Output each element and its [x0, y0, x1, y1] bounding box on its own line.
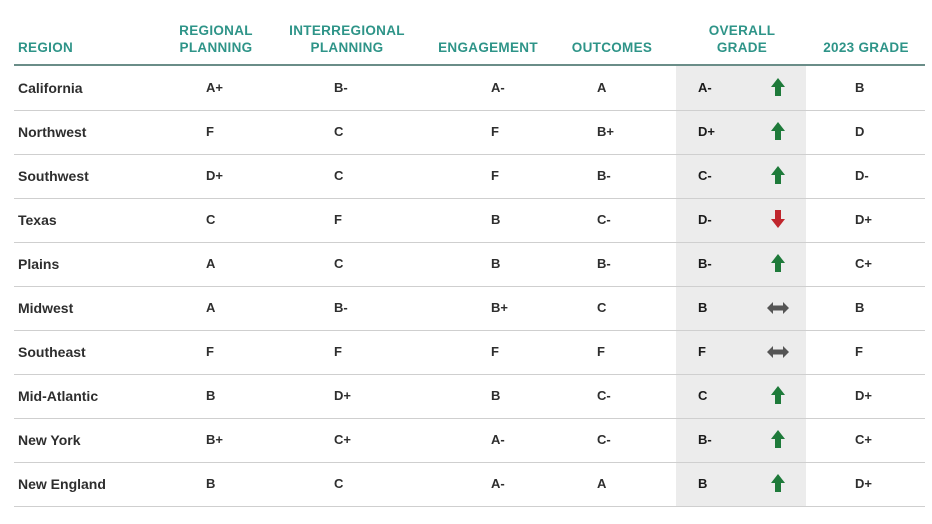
interregional-planning-grade: C+: [334, 432, 351, 447]
engagement-grade: F: [491, 168, 499, 183]
overall-grade: C-: [698, 168, 712, 183]
regional-planning-grade: F: [206, 344, 214, 359]
header-interregional-line2: PLANNING: [310, 40, 384, 55]
overall-grade: F: [698, 344, 706, 359]
overall-grade: A-: [698, 80, 712, 95]
region-name: Northwest: [18, 124, 87, 140]
header-regional-planning: [168, 10, 264, 56]
region-name: New England: [18, 476, 106, 492]
interregional-planning-grade: C: [334, 256, 344, 271]
engagement-grade: B: [491, 212, 501, 227]
up-arrow-icon: [760, 462, 796, 506]
outcomes-grade: B-: [597, 256, 611, 271]
header-engagement: [430, 10, 546, 56]
header-outcomes: [562, 10, 662, 56]
overall-grade: B-: [698, 432, 712, 447]
overall-grade: D-: [698, 212, 712, 227]
regional-planning-grade: B: [206, 388, 216, 403]
engagement-grade: A-: [491, 476, 505, 491]
up-arrow-icon: [760, 66, 796, 110]
up-arrow-icon: [760, 110, 796, 154]
outcomes-grade: C-: [597, 388, 611, 403]
engagement-grade: B: [491, 256, 501, 271]
header-outcomes-label: OUTCOMES: [571, 40, 653, 55]
table-bottom-border: [14, 506, 925, 507]
header-region-label: REGION: [18, 40, 74, 55]
grade-2023: D+: [855, 476, 872, 491]
region-name: Southwest: [18, 168, 89, 184]
header-region: [18, 10, 88, 56]
row-divider: [14, 418, 925, 419]
region-name: New York: [18, 432, 81, 448]
overall-grade: C: [698, 388, 708, 403]
row-divider: [14, 330, 925, 331]
grade-2023: C+: [855, 432, 872, 447]
grade-2023: D+: [855, 212, 872, 227]
outcomes-grade: B-: [597, 168, 611, 183]
outcomes-grade: A: [597, 476, 607, 491]
header-regional-line1: REGIONAL: [179, 23, 253, 38]
row-divider: [14, 286, 925, 287]
up-arrow-icon: [760, 154, 796, 198]
engagement-grade: F: [491, 344, 499, 359]
down-arrow-icon: [760, 198, 796, 242]
header-2023-label: 2023 GRADE: [823, 40, 909, 55]
header-overall-line1: OVERALL: [708, 23, 776, 38]
outcomes-grade: C-: [597, 212, 611, 227]
interregional-planning-grade: B-: [334, 300, 348, 315]
outcomes-grade: C: [597, 300, 607, 315]
grade-2023: C+: [855, 256, 872, 271]
row-divider: [14, 198, 925, 199]
outcomes-grade: A: [597, 80, 607, 95]
interregional-planning-grade: D+: [334, 388, 351, 403]
grade-2023: B: [855, 80, 865, 95]
region-name: Southeast: [18, 344, 86, 360]
interregional-planning-grade: C: [334, 168, 344, 183]
table-row: [0, 66, 932, 110]
table-row: [0, 286, 932, 330]
interregional-planning-grade: F: [334, 344, 342, 359]
regional-planning-grade: F: [206, 124, 214, 139]
row-divider: [14, 110, 925, 111]
header-overall-grade: [690, 10, 794, 56]
row-divider: [14, 242, 925, 243]
engagement-grade: A-: [491, 432, 505, 447]
regional-planning-grade: B+: [206, 432, 223, 447]
table-header: [0, 0, 932, 66]
overall-grade: B: [698, 300, 708, 315]
up-arrow-icon: [760, 418, 796, 462]
overall-grade: B-: [698, 256, 712, 271]
engagement-grade: F: [491, 124, 499, 139]
overall-grade: B: [698, 476, 708, 491]
header-interregional-planning: [282, 10, 412, 56]
interregional-planning-grade: F: [334, 212, 342, 227]
regional-planning-grade: C: [206, 212, 216, 227]
grade-2023: F: [855, 344, 863, 359]
table-row: [0, 462, 932, 506]
outcomes-grade: C-: [597, 432, 611, 447]
no-change-arrow-icon: [760, 330, 796, 374]
table-row: [0, 154, 932, 198]
regional-planning-grade: A+: [206, 80, 223, 95]
outcomes-grade: F: [597, 344, 605, 359]
regional-planning-grade: D+: [206, 168, 223, 183]
grade-2023: D: [855, 124, 865, 139]
row-divider: [14, 462, 925, 463]
interregional-planning-grade: C: [334, 124, 344, 139]
regional-planning-grade: B: [206, 476, 216, 491]
interregional-planning-grade: C: [334, 476, 344, 491]
region-name: Mid-Atlantic: [18, 388, 99, 404]
no-change-arrow-icon: [760, 286, 796, 330]
outcomes-grade: B+: [597, 124, 614, 139]
region-name: Plains: [18, 256, 60, 272]
region-name: Texas: [18, 212, 57, 228]
header-engagement-label: ENGAGEMENT: [438, 40, 538, 55]
regional-planning-grade: A: [206, 256, 216, 271]
grade-2023: B: [855, 300, 865, 315]
header-2023-grade: [812, 10, 920, 56]
regional-planning-grade: A: [206, 300, 216, 315]
region-name: Midwest: [18, 300, 74, 316]
overall-grade: D+: [698, 124, 715, 139]
header-regional-line2: PLANNING: [179, 40, 253, 55]
header-overall-line2: GRADE: [716, 40, 768, 55]
interregional-planning-grade: B-: [334, 80, 348, 95]
table-row: [0, 330, 932, 374]
table-row: [0, 110, 932, 154]
up-arrow-icon: [760, 374, 796, 418]
grade-2023: D-: [855, 168, 869, 183]
table-row: [0, 198, 932, 242]
table-row: [0, 374, 932, 418]
header-interregional-line1: INTERREGIONAL: [289, 23, 405, 38]
row-divider: [14, 154, 925, 155]
row-divider: [14, 374, 925, 375]
engagement-grade: B+: [491, 300, 508, 315]
engagement-grade: B: [491, 388, 501, 403]
table-row: [0, 418, 932, 462]
up-arrow-icon: [760, 242, 796, 286]
engagement-grade: A-: [491, 80, 505, 95]
region-name: California: [18, 80, 83, 96]
table-row: [0, 242, 932, 286]
grade-2023: D+: [855, 388, 872, 403]
